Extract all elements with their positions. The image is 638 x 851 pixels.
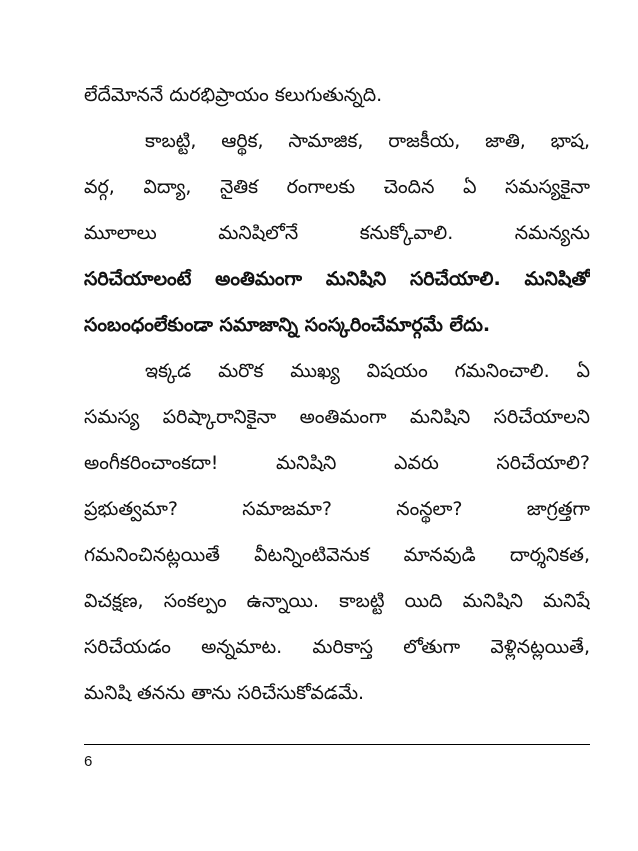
paragraph-end-line: మనిషి తనను తాను సరిచేసుకోవడమే. xyxy=(84,682,365,704)
body-text xyxy=(84,72,590,716)
text-line: విచక్షణ, సంకల్పం ఉన్నాయి. కాబట్టి యిది మనిషిని మనిషే xyxy=(84,590,590,612)
text-line: సరిచేయడం అన్నమాట. మరికాస్త లోతుగా వెళ్లినట్లయితే, xyxy=(84,636,590,658)
bold-text-line: సంబంధంలేకుండా సమాజాన్ని సంస్కరించేమార్గమే లేదు. xyxy=(84,314,491,336)
paragraph-start-line: కాబట్టి, ఆర్థిక, సామాజిక, రాజకీయ, జాతి, భాష, xyxy=(145,130,590,152)
page-number: 6 xyxy=(84,753,93,770)
text-line: మూలాలు మనిషిలోనే కనుక్కోవాలి. నమన్యను xyxy=(84,222,590,244)
bold-text-line: సరిచేయాలంటే అంతిమంగా మనిషిని సరిచేయాలి. మనిషితో xyxy=(84,268,590,290)
footer-divider xyxy=(84,744,590,745)
text-line: లేదేమోననే దురభిప్రాయం కలుగుతున్నది. xyxy=(84,84,383,106)
text-line: సమస్య పరిష్కారానికైనా అంతిమంగా మనిషిని సరిచేయాలని xyxy=(84,406,590,428)
text-line: ప్రభుత్వమా? సమాజమా? నంన్థలా? జాగ్రత్తగా xyxy=(84,498,590,520)
text-line: గమనించినట్లయితే వీటన్నింటివెనుక మానవుడి దార్శనికత, xyxy=(84,544,590,566)
paragraph-start-line: ఇక్కడ మరొక ముఖ్య విషయం గమనించాలి. ఏ xyxy=(145,360,590,382)
text-line: అంగీకరించాంకదా! మనిషిని ఎవరు సరిచేయాలి? xyxy=(84,452,590,474)
text-line: వర్గ, విద్యా, నైతిక రంగాలకు చెందిన ఏ సమస్యకైనా xyxy=(84,176,590,198)
